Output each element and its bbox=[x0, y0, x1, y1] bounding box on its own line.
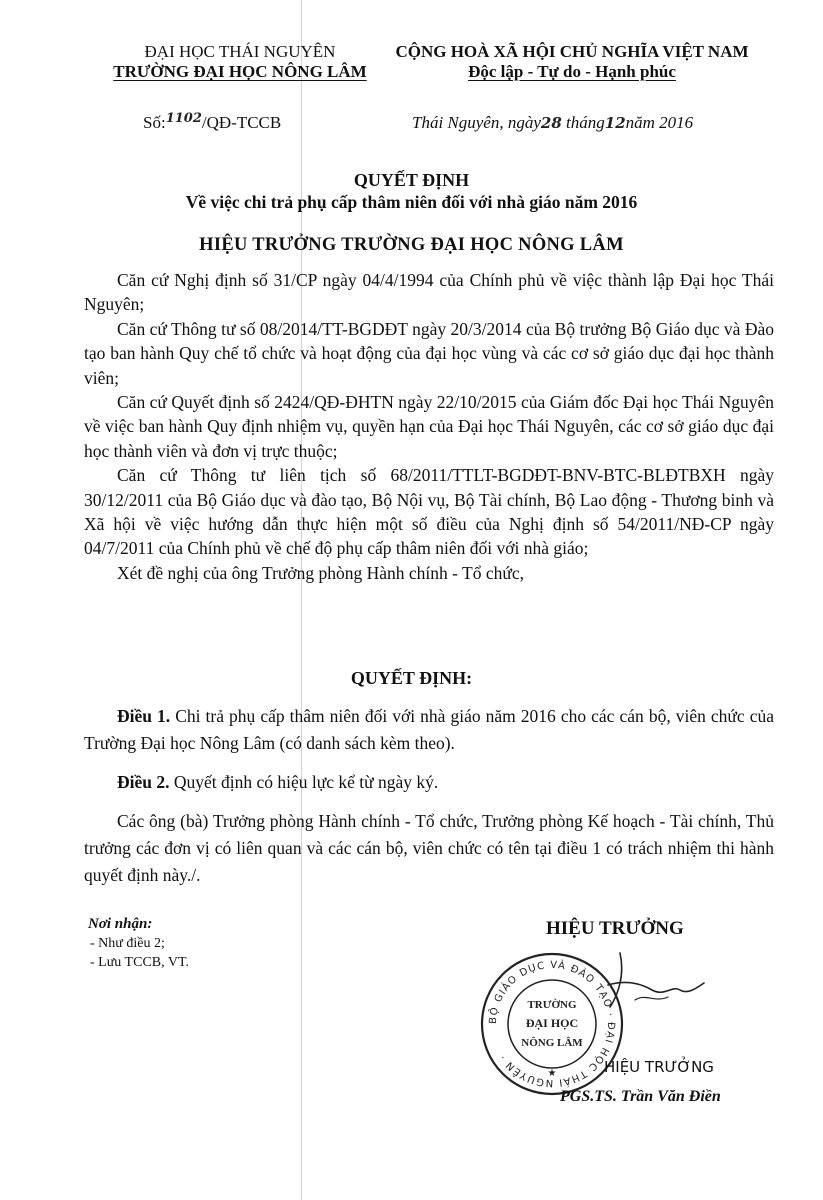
university-name: ĐẠI HỌC THÁI NGUYÊN bbox=[144, 42, 336, 61]
seal-star-icon: ★ bbox=[547, 1068, 557, 1079]
header-left bbox=[90, 42, 390, 82]
school-name: TRƯỜNG ĐẠI HỌC NÔNG LÂM bbox=[113, 62, 367, 81]
preamble-clause: Xét đề nghị của ông Trưởng phòng Hành chính - Tổ chức, bbox=[117, 562, 525, 583]
recipient-item: - Lưu TCCB, VT. bbox=[90, 955, 189, 970]
seal-inner-line-1: TRƯỜNG bbox=[527, 999, 577, 1011]
article-2: Điều 2. Quyết định có hiệu lực kể từ ngày ký. bbox=[117, 772, 439, 792]
recipient-item: - Như điều 2; bbox=[90, 936, 165, 951]
national-title: CỘNG HOÀ XÃ HỘI CHỦ NGHĨA VIỆT NAM bbox=[395, 42, 749, 61]
recipients-title: Nơi nhận: bbox=[88, 916, 153, 932]
decision-title: QUYẾT ĐỊNH bbox=[353, 170, 470, 190]
closing-clause: Các ông (bà) Trưởng phòng Hành chính - Tổ chức, Trưởng phòng Kế hoạch - Tài chính, Thủ trưởng các đơn vị có liên quan và các cán bộ, viên chức có tên tại điều 1 có trách nhiệm thi hành quyết định này./. bbox=[84, 811, 774, 885]
handwritten-number: 1102 bbox=[165, 111, 202, 126]
preamble bbox=[84, 268, 774, 585]
article-1: Điều 1. Chi trả phụ cấp thâm niên đối với nhà giáo năm 2016 cho các cán bộ, viên chức của Trường Đại học Nông Lâm (có danh sách kèm theo). bbox=[84, 706, 774, 753]
articles bbox=[84, 703, 774, 889]
document-number: Số:$^{1102}$/QĐ-TCCB bbox=[143, 111, 282, 132]
national-motto: Độc lập - Tự do - Hạnh phúc bbox=[468, 62, 676, 81]
recipients bbox=[88, 915, 189, 972]
decision-subject: Về việc chi trả phụ cấp thâm niên đối với nhà giáo năm 2016 bbox=[185, 192, 638, 212]
seal-inner-line-3: NÔNG LÂM bbox=[521, 1037, 583, 1049]
seal-inner-line-2: ĐẠI HỌC bbox=[525, 1016, 579, 1030]
handwritten-month: 12 bbox=[604, 114, 626, 132]
handwritten-day: 28 bbox=[540, 114, 562, 132]
stamp-position: HIỆU TRƯỞNG bbox=[604, 1058, 714, 1076]
preamble-clause: Căn cứ Quyết định số 2424/QĐ-ĐHTN ngày 22/10/2015 của Giám đốc Đại học Thái Nguyên về việc ban hành Quy định nhiệm vụ, quyền hạn của Đại học Thái Nguyên, các cơ sở giáo dục đại học thành viên và đơn vị trực thuộc; bbox=[84, 392, 774, 461]
issuing-authority: HIỆU TRƯỞNG TRƯỜNG ĐẠI HỌC NÔNG LÂM bbox=[199, 235, 624, 255]
signature-position: HIỆU TRƯỞNG bbox=[546, 918, 684, 939]
preamble-clause: Căn cứ Thông tư liên tịch số 68/2011/TTLT-BGDĐT-BNV-BTC-BLĐTBXH ngày 30/12/2011 của Bộ Giáo dục và đào tạo, Bộ Nội vụ, Bộ Tài chính, Bộ Lao động - Thương binh và Xã hội về việc hướng dẫn thực hiện một số điều của Nghị định số 54/2011/NĐ-CP ngày 04/7/2011 của Chính phủ về chế độ phụ cấp thâm niên đối với nhà giáo; bbox=[84, 465, 774, 559]
decision-heading: QUYẾT ĐỊNH: bbox=[350, 668, 473, 688]
preamble-clause: Căn cứ Thông tư số 08/2014/TT-BGDĐT ngày 20/3/2014 của Bộ trưởng Bộ Giáo dục và Đào tạo ban hành Quy chế tổ chức và hoạt động của đại học vùng và các cơ sở giáo dục đại học thành viên; bbox=[84, 318, 774, 388]
preamble-clause: Căn cứ Nghị định số 31/CP ngày 04/4/1994 của Chính phủ về việc thành lập Đại học Thái Nguyên; bbox=[84, 270, 774, 315]
signer-name: PGS.TS. Trần Văn Điền bbox=[560, 1088, 721, 1105]
seal-outer-text: BỘ GIÁO DỤC VÀ ĐÀO TẠO · ĐẠI HỌC THÁI NGUYÊN · bbox=[487, 959, 617, 1089]
document-date: Thái Nguyên, ngày28 tháng12năm 2016 bbox=[412, 113, 694, 132]
handwritten-signature bbox=[580, 945, 710, 1015]
header-right bbox=[372, 42, 772, 82]
